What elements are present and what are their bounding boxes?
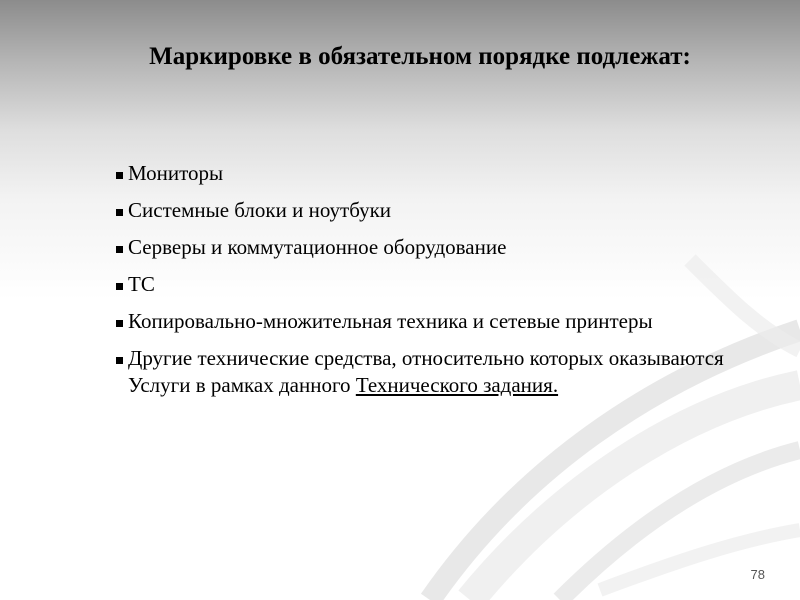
- bullet-item: [114, 345, 754, 399]
- bullet-text: Мониторы: [128, 161, 224, 185]
- bullet-item: [114, 160, 754, 187]
- bullet-text: ТС: [128, 272, 155, 296]
- bullet-text: Другие технические средства, относительно которых оказываются Услуги в рамках данного: [128, 346, 724, 397]
- square-bullet-icon: [116, 172, 123, 179]
- square-bullet-icon: [116, 320, 123, 327]
- square-bullet-icon: [116, 357, 123, 364]
- bullet-item: [114, 308, 754, 335]
- bullet-list: [114, 160, 754, 409]
- bullet-text: Серверы и коммутационное оборудование: [128, 235, 507, 259]
- slide-title: Маркировке в обязательном порядке подлежат:: [149, 43, 691, 70]
- square-bullet-icon: [116, 209, 123, 216]
- square-bullet-icon: [116, 283, 123, 290]
- page-number: 78: [750, 567, 765, 582]
- bullet-text: Копировально-множительная техника и сетевые принтеры: [128, 309, 653, 333]
- bullet-item: [114, 271, 754, 298]
- bullet-item: [114, 234, 754, 261]
- square-bullet-icon: [116, 246, 123, 253]
- technical-assignment-link[interactable]: Технического задания.: [355, 373, 559, 397]
- bullet-text: Системные блоки и ноутбуки: [128, 198, 392, 222]
- bullet-item: [114, 197, 754, 224]
